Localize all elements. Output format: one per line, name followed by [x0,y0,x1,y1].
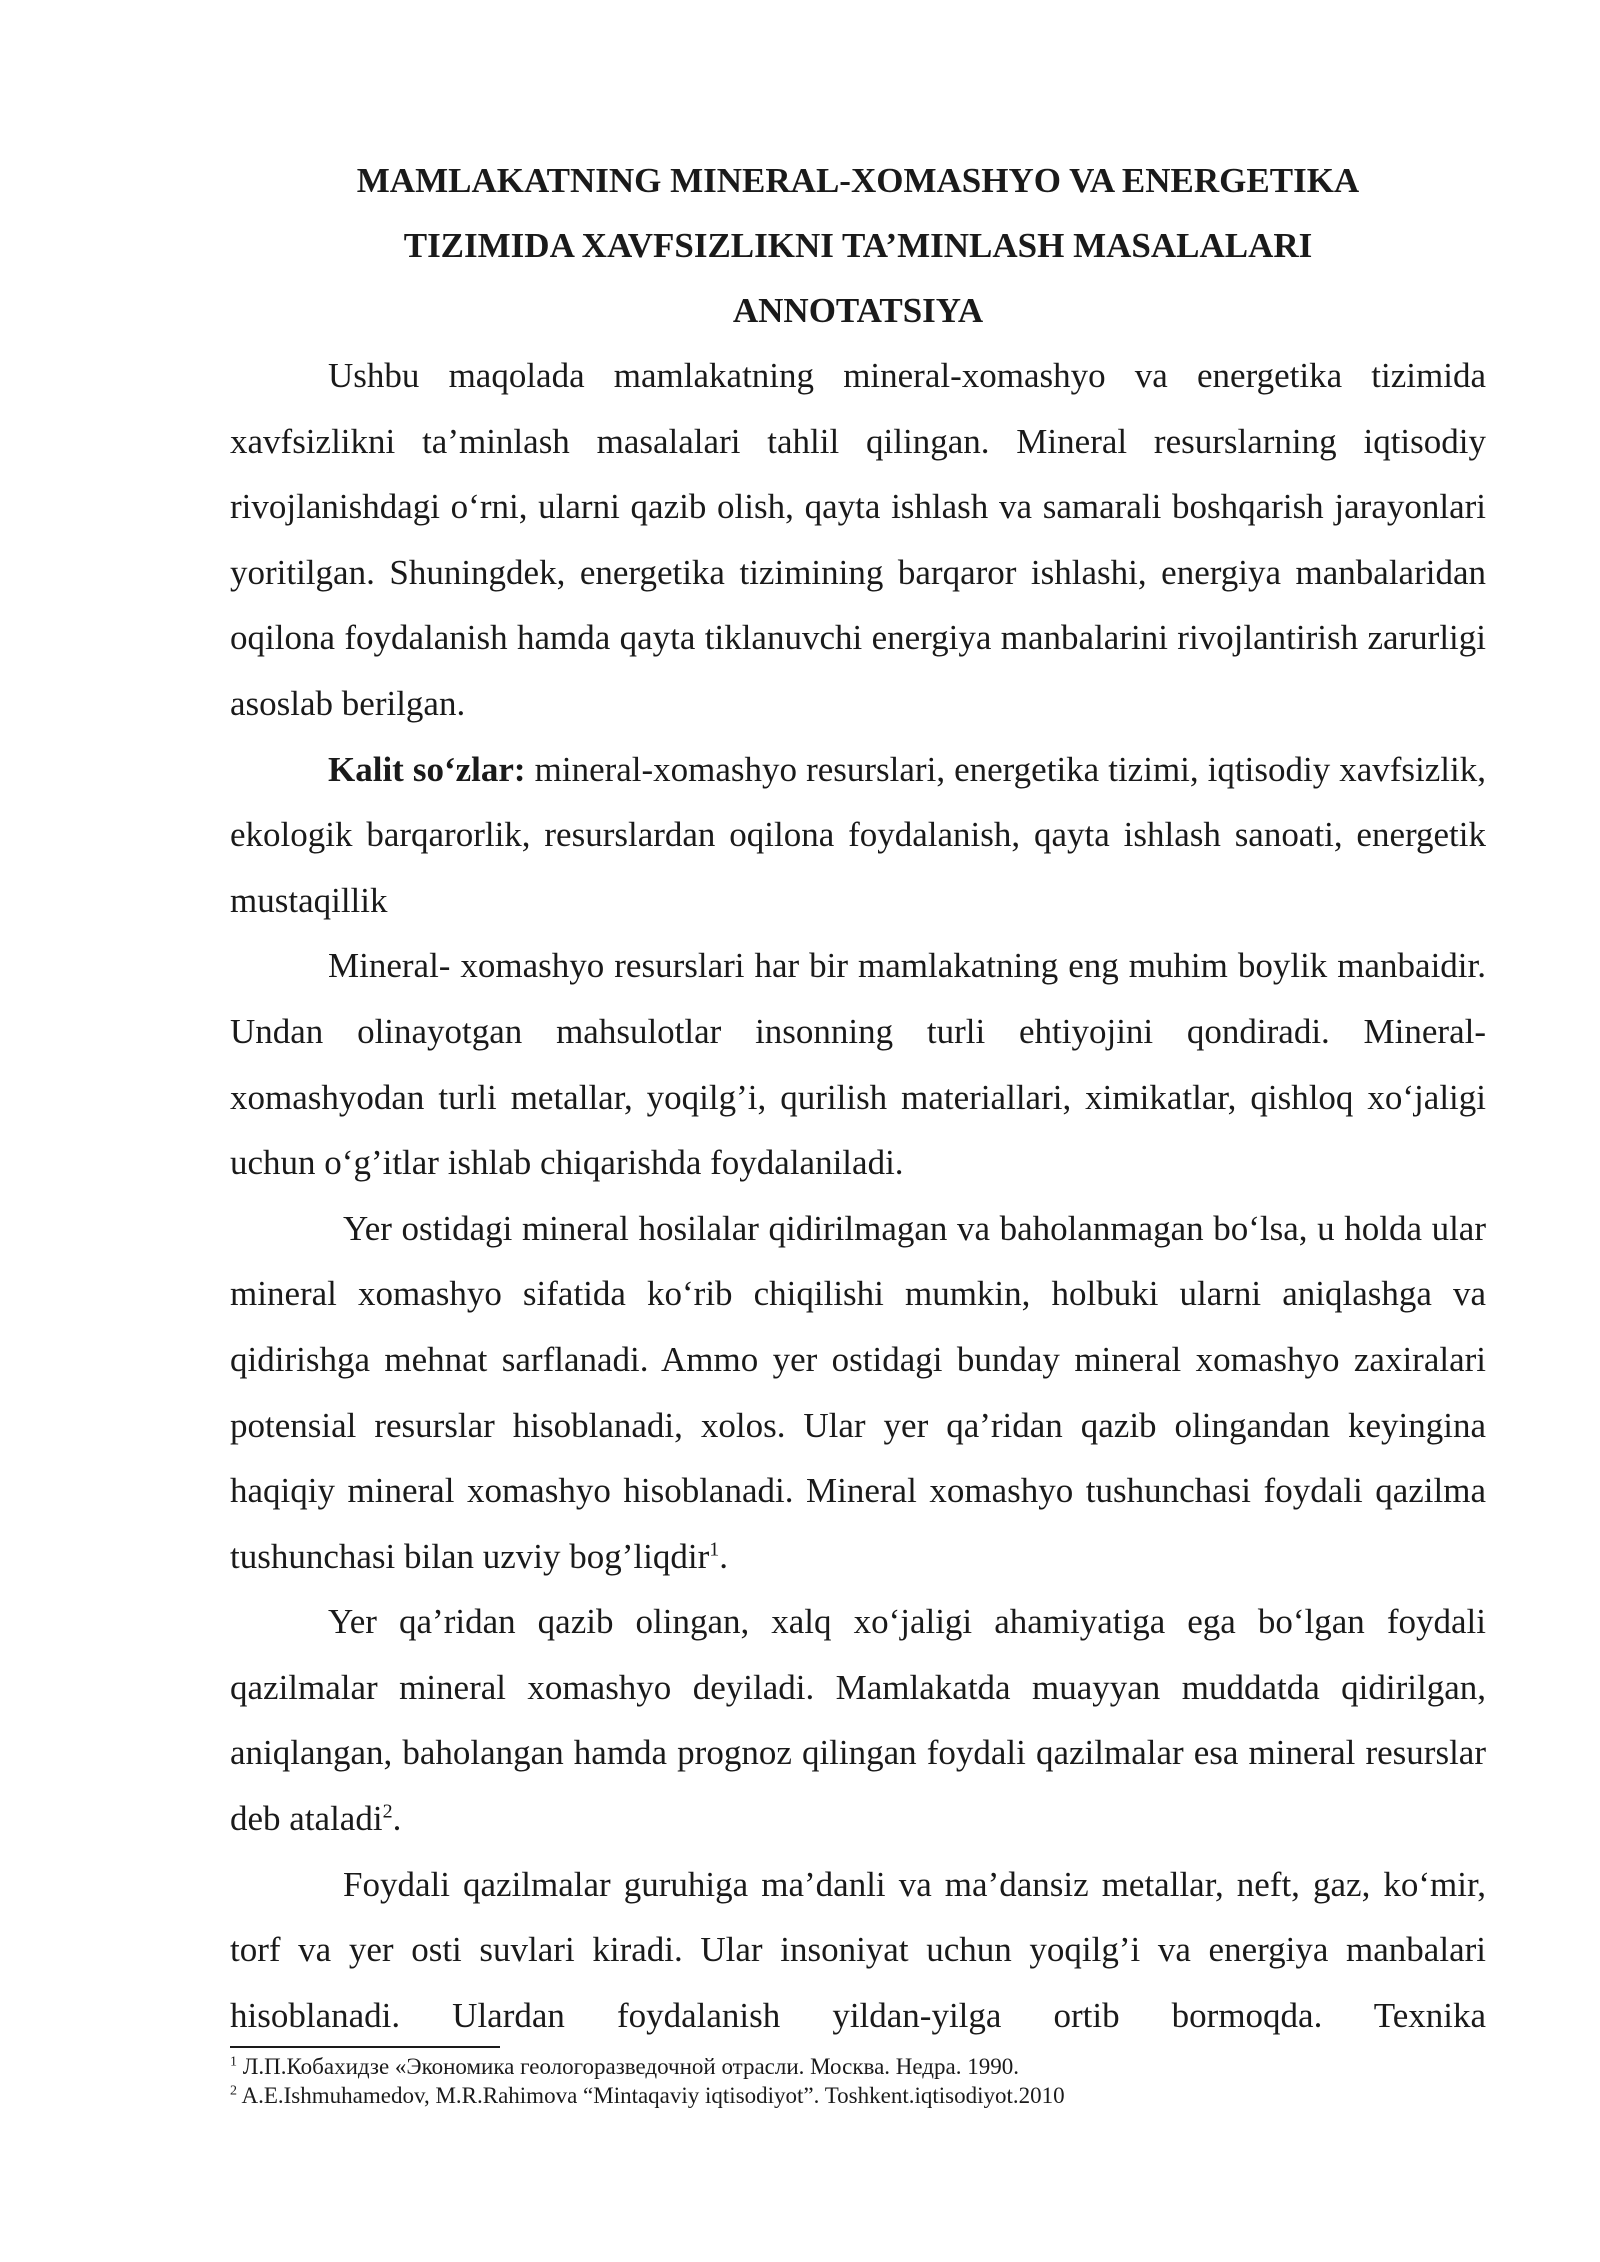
footnotes [230,2052,1486,2110]
paragraph-underground-minerals [230,1196,1486,1590]
paragraph-mineral-groups: Foydali qazilmalar guruhiga ma’danli va ma’dansiz metallar, neft, gaz, ko‘mir, torf va yer osti suvlari kiradi. Ular insoniyat uchun yoqilg’i va energiya manbalari hisoblanadi. Ulardan foydalanish yildan-yilga ortib bormoqda. Texnika [230,1864,1486,2035]
paragraph-text: Yer ostidagi mineral hosilalar qidirilmagan va baholanmagan bo‘lsa, u holda ular mineral xomashyo sifatida ko‘rib chiqilishi mumkin, holbuki ularni aniqlashga va qidirishga mehnat sarflanadi. Ammo yer ostidagi bunday mineral xomashyo zaxiralari potensial resurslar hisoblanadi, xolos. Ular yer qa’ridan qazib olingandan keyingina haqiqiy mineral xomashyo hisoblanadi. Mineral xomashyo tushunchasi foydali qazilma tushunchasi bilan uzviy bog’liqdir [230,1208,1486,1576]
footnote-2 [230,2081,1486,2110]
annotation-paragraph: Ushbu maqolada mamlakatning mineral-xomashyo va energetika tizimida xavfsizlikni ta’minlash masalalari tahlil qilingan. Mineral resurslarning iqtisodiy rivojlanishdagi o‘rni, ularni qazib olish, qayta ishlash va samarali boshqarish jarayonlari yoritilgan. Shuningdek, energetika tizimining barqaror ishlashi, energiya manbalaridan oqilona foydalanish hamda qayta tiklanuvchi energiya manbalarini rivojlantirish zarurligi asoslab berilgan. [230,356,1486,723]
title-line-1: MAMLAKATNING MINERAL-XOMASHYO VA ENERGETIKA [356,161,1360,200]
footnote-1 [230,2052,1486,2081]
article-body [230,148,1486,2048]
footnote-text: A.E.Ishmuhamedov, M.R.Rahimova “Mintaqaviy iqtisodiyot”. Toshkent.iqtisodiyot.2010 [237,2083,1065,2108]
paragraph-mineral-resources: Mineral- xomashyo resurslari har bir mamlakatning eng muhim boylik manbaidir. Undan olinayotgan mahsulotlar insonning turli ehtiyojini qondiradi. Mineral-xomashyodan turli metallar, yoqilg’i, qurilish materiallari, ximikatlar, qishloq xo‘jaligi uchun o‘g’itlar ishlab chiqarishda foydalaniladi. [230,946,1486,1183]
paragraph-end: . [392,1799,402,1839]
paragraph-end: . [719,1536,728,1576]
paragraph-definition [230,1589,1486,1851]
footnote-mark: 2 [230,2083,237,2099]
annotation-heading: ANNOTATSIYA [732,291,984,330]
paragraph-text: Yer qa’ridan qazib olingan, xalq xo‘jaligi ahamiyatiga ega bo‘lgan foydali qazilmalar mineral xomashyo deyiladi. Mamlakatda muayyan muddatda qidirilgan, aniqlangan, baholangan hamda prognoz qilingan foydali qazilmalar esa mineral resurslar deb ataladi [230,1602,1486,1839]
footnote-reference[interactable]: 2 [382,1800,393,1823]
keywords-label: Kalit so‘zlar: [328,749,526,789]
footnote-separator [230,2046,500,2048]
footnote-reference[interactable]: 1 [709,1538,720,1561]
footnote-text: Л.П.Кобахидзе «Экономика геологоразведочной отрасли. Москва. Недра. 1990. [237,2054,1019,2079]
footnote-mark: 1 [230,2054,237,2070]
keywords-list: mineral-xomashyo resurslari, energetika tizimi, iqtisodiy xavfsizlik, ekologik barqarorlik, resurslardan oqilona foydalanish, qayta ishlash sanoati, energetik mustaqillik [230,749,1486,920]
title-line-2: TIZIMIDA XAVFSIZLIKNI TA’MINLASH MASALALARI [403,226,1313,265]
keywords-paragraph [230,737,1486,934]
